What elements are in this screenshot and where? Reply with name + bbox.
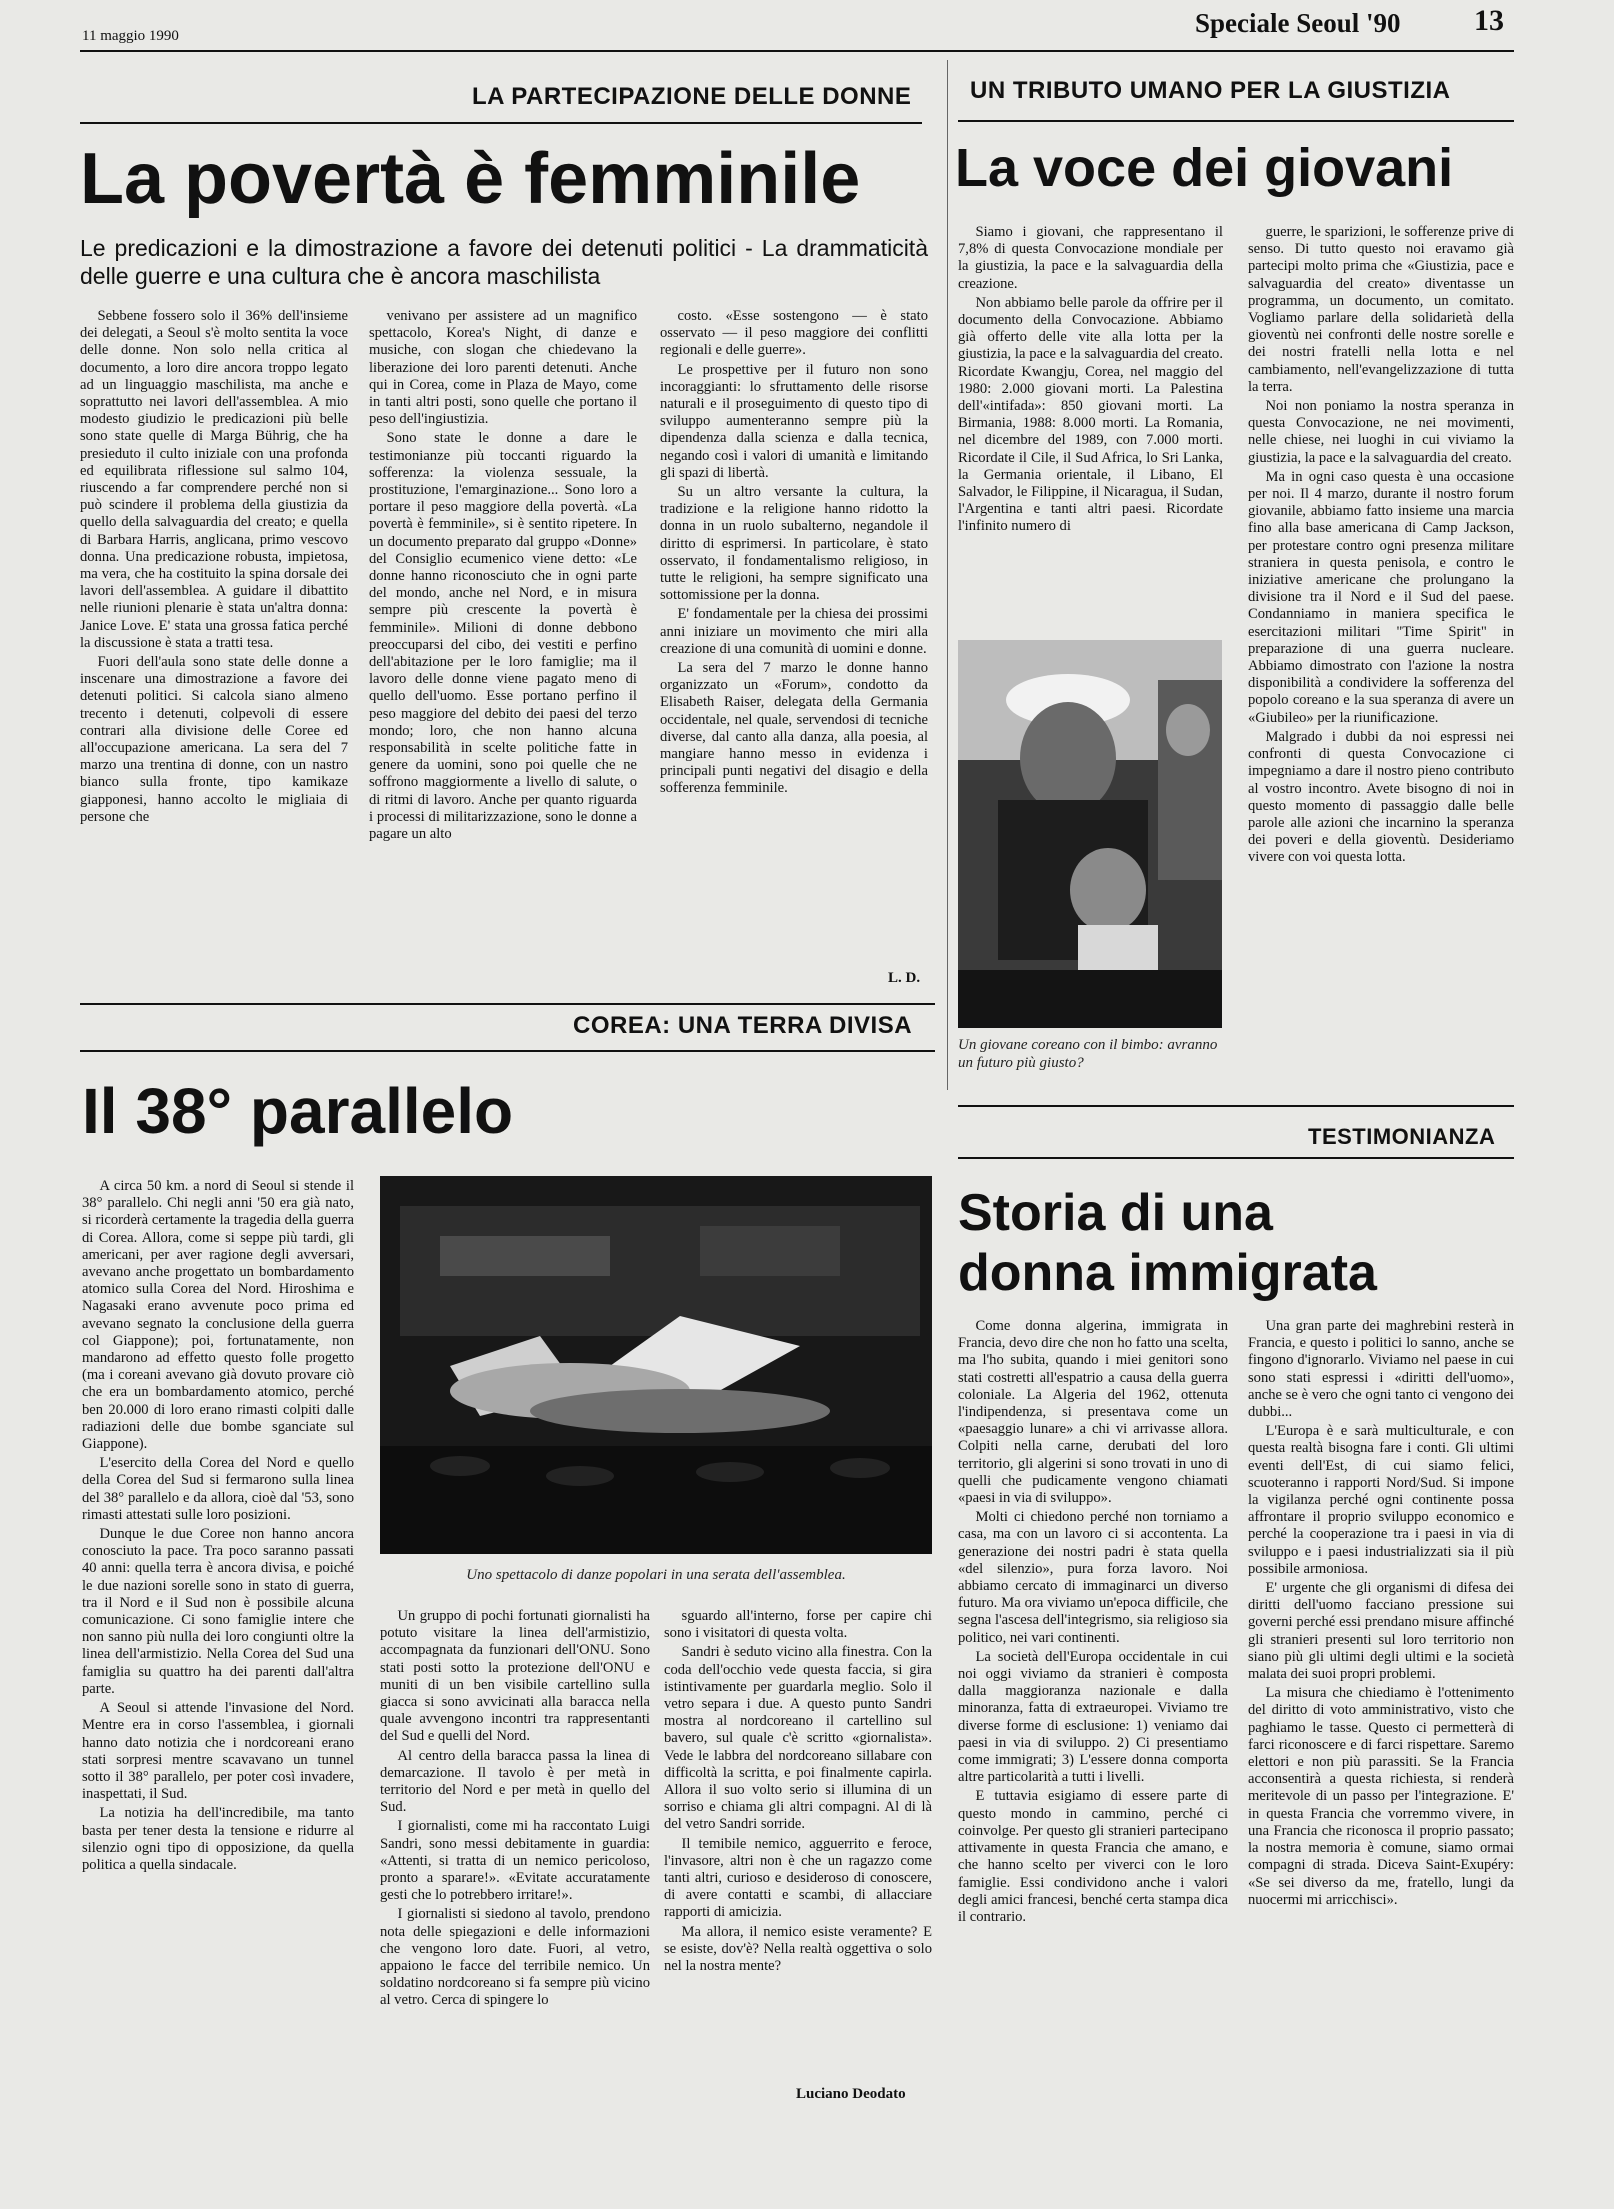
donne-column-1 bbox=[80, 308, 348, 826]
column-divider bbox=[947, 60, 948, 1090]
paragraph: Molti ci chiedono perché non torniamo a casa, ma con un lavoro ci si accontenta. La generazione dei nostri padri è stata quella «del silenzio», pura forza lavoro. Noi abbiamo cercato di immaginarci un diverso futuro. Ma ora viviamo un'epoca difficile, che segna l'ascesa dell'integrismo, sia religioso sia politico, nei vari continenti. bbox=[958, 1509, 1228, 1646]
paragraph: Fuori dell'aula sono state delle donne a inscenare una dimostrazione a favore dei detenuti politici. Si calcola siano almeno trecento i detenuti, colpevoli di essere contrari alla divisione delle Coree ed all'occupazione americana. La sera del 7 marzo una trentina di donne, con un nastro bianco sulla fronte, tipo kamikaze giapponesi, hanno accolto le migliaia di persone che bbox=[80, 654, 348, 825]
corea-column-3 bbox=[664, 1608, 932, 1975]
paragraph: Come donna algerina, immigrata in Francia, devo dire che non ho fatto una scelta, ma l'ho subita, quando i miei genitori sono stati costretti all'espatrio a causa della guerra coloniale. La Algeria del 1962, ottenuta l'indipendenza, si presentava come un «paesaggio lunare» a chi vi arrivasse allora. Colpiti nella carne, derubati del loro territorio, gli algerini si sono trovati in uno di quelli che pudicamente vengono chiamati «paesi in via di sviluppo». bbox=[958, 1318, 1228, 1507]
paragraph: L'Europa è e sarà multiculturale, e con questa realtà bisogna fare i conti. Gli ultimi eventi dell'Est, di cui siamo felici, scuoteranno i rapporti Nord/Sud. Si impone la vigilanza perché ogni continente possa affrontare il proprio sviluppo economico e perché la cooperazione tra i paesi in via di sviluppo e i paesi industrializzati sia il più possibile armoniosa. bbox=[1248, 1423, 1514, 1577]
donne-signature: L. D. bbox=[888, 970, 921, 986]
corea-column-1 bbox=[82, 1178, 354, 1874]
donne-kicker-rule bbox=[80, 122, 922, 124]
storia-title-line-1: Storia di una bbox=[958, 1184, 1273, 1242]
paragraph: Ma in ogni caso questa è una occasione per noi. Il 4 marzo, durante il nostro forum giovanile, abbiamo fatto insieme una marcia fino alla base americana di Camp Jackson, per protestare contro ogni presenza militare straniera in questa penisola, e contro le iniziative americane che prolungano la divisione tra il Nord e il Sud del paese. Condanniamo in maniera specifica le esercitazioni militari "Time Spirit" in preparazione di una guerra nucleare. Abbiamo dimostrato con l'azione la nostra disponibilità a condividere la sofferenza del popolo coreano e la sua speranza di avere un «Giubileo» per la riunificazione. bbox=[1248, 468, 1514, 726]
paragraph: Sandri è seduto vicino alla finestra. Con la coda dell'occhio vede questa faccia, si gira istintivamente per guardarla meglio. Solo il vetro separa i due. A questo punto Sandri mostra al nordcoreano il cartellino sul bavero, sul quale c'è scritto «giornalista». Vede le labbra del nordcoreano sillabare con difficoltà la scritta, e poi finalmente capirla. Allora il suo volto serio si illumina di un sorriso e chiama gli altri compagni. Al di là del vetro Sandri sorride. bbox=[664, 1644, 932, 1833]
header-rule bbox=[80, 50, 1514, 52]
section-name: Speciale Seoul '90 bbox=[1195, 8, 1401, 38]
paragraph: La misura che chiediamo è l'ottenimento del diritto di voto amministrativo, visto che paghiamo le tasse. Questo ci permetterà di farci riconoscere e di farci rispettare. Saremo elettori e non più parassiti. Se la Francia acconsentirà a questa richiesta, si renderà meritevole di un passo per l'integrazione. E' in questa Francia che vorremmo vivere, in una Francia che riconosca il proprio passato; la nostra memoria è comune, siamo ormai compagni di strada. Diceva Saint-Exupéry: «Se sei diverso da me, fratello, lungi da nuocermi mi arricchisci». bbox=[1248, 1685, 1514, 1908]
donne-column-3 bbox=[660, 308, 928, 798]
paragraph: L'esercito della Corea del Nord e quello della Corea del Sud si fermarono sulla linea del 38° parallelo e da allora, cioè dal '53, sono rimasti attestati sulle loro posizioni. bbox=[82, 1455, 354, 1523]
paragraph: Dunque le due Coree non hanno ancora conosciuto la pace. Tra poco saranno passati 40 anni: quella terra è ancora divisa, e poiché le due nazioni sorelle sono in stato di guerra, tra il Nord e il Sud non è possibile alcuna comunicazione. Ci sono famiglie intere che non sanno più nulla dei loro congiunti oltre la linea dell'armistizio. Nella Corea del Sud una famiglia su quattro ha dei parenti dall'altra parte. bbox=[82, 1526, 354, 1697]
giovani-kicker: UN TRIBUTO UMANO PER LA GIUSTIZIA bbox=[970, 77, 1451, 104]
photo-illustration bbox=[958, 640, 1222, 1028]
giovani-photo-caption: Un giovane coreano con il bimbo: avranno un futuro più giusto? bbox=[958, 1037, 1218, 1071]
paragraph: Le prospettive per il futuro non sono incoraggianti: lo sfruttamento delle risorse naturali e il proseguimento di questo tipo di sviluppo aumenteranno sempre più la dipendenza dalla scienza e dalla tecnica, negando così i valori di umanità e limitando gli spazi di libertà. bbox=[660, 361, 928, 481]
corea-signature: Luciano Deodato bbox=[796, 2086, 906, 2102]
paragraph: La società dell'Europa occidentale in cui noi oggi viviamo da stranieri è composta dalla maggioranza nazionale e dalla minoranza, fatta di extraeuropei. Viviamo tre diverse forme di esclusione: 1) veniamo dai paesi in via di sviluppo. 2) Ci presentiamo come immigrati; 3) L'essere donna comporta altre particolarità a tutti i livelli. bbox=[958, 1648, 1228, 1786]
donne-column-2 bbox=[369, 308, 637, 843]
paragraph: E' urgente che gli organismi di difesa dei diritti dell'uomo facciano pressione sui governi perché essi prendano misure affinché gli stranieri presenti sul loro territorio non siano più gli ultimi degli ultimi e la società malata dei suoi propri problemi. bbox=[1248, 1580, 1514, 1683]
corea-title: Il 38° parallelo bbox=[82, 1075, 514, 1147]
paragraph: E tuttavia esigiamo di essere parte di questo mondo in cammino, perché ci coinvolge. Per questo gli stranieri partecipano attivamente in questa Francia che amano, e che hanno scelto per viverci con le loro famiglie. Essi condividono anche i valori degli amici francesi, benché certa stampa dica il contrario. bbox=[958, 1788, 1228, 1925]
paragraph: Un gruppo di pochi fortunati giornalisti ha potuto visitare la linea dell'armistizio, accompagnata da funzionari dell'ONU. Sono stati posti sotto la protezione dell'ONU e muniti di un ben visibile cartellino sulla giacca si sono avvicinati alla baracca nella quale avvengono incontri tra rappresentanti del Sud e quelli del Nord. bbox=[380, 1608, 650, 1745]
donne-bottom-rule bbox=[80, 1003, 935, 1005]
giovani-title: La voce dei giovani bbox=[955, 138, 1454, 198]
storia-column-1 bbox=[958, 1318, 1228, 1926]
paragraph: Su un altro versante la cultura, la tradizione e la religione hanno ridotto la donna in un ruolo subalterno, negandole il diritto di esprimersi. In particolare, è stato osservato, il fondamentalismo religioso, in tutte le religioni, ha sempre significato una sottomissione per la donna. bbox=[660, 484, 928, 604]
paragraph: costo. «Esse sostengono — è stato osservato — il peso maggiore dei conflitti regionali e delle guerre». bbox=[660, 308, 928, 359]
donne-title: La povertà è femminile bbox=[80, 139, 861, 219]
storia-kicker-rule bbox=[958, 1157, 1514, 1159]
paragraph: Sono state le donne a dare le testimonianze più toccanti riguardo la sofferenza: la violenza sessuale, la prostituzione, l'emarginazione... Sono loro a portare il peso maggiore della povertà. «La povertà è femminile», si è sentito ripetere. In un documento preparato dal gruppo «Donne» del Consiglio ecumenico viene detto: «Le donne hanno riconosciuto che in ogni parte del mondo, anche nel Nord, e in misura sempre più crescente la povertà è femminile». Milioni di donne debbono preoccuparsi del cibo, dei vestiti e perfino dell'abitazione per le loro famiglie; ma il lavoro delle donne viene pagato meno di quello dell'uomo. Esse portano perfino il peso maggiore del debito dei paesi del terzo mondo; loro, che non hanno alcuna responsabilità in scelte politiche fatte in genere da uomini, sono poi quelle che ne soffrono maggiormente a livello di salute, o di ritmi di lavoro. Anche per quanto riguarda i processi di militarizzazione, sono le donne a pagare un alto bbox=[369, 430, 637, 843]
donne-kicker: LA PARTECIPAZIONE DELLE DONNE bbox=[472, 83, 912, 110]
paragraph: La sera del 7 marzo le donne hanno organizzato un «Forum», condotto da Elisabeth Raiser, delegata della Germania occidentale, nel quale, servendosi di tecniche diverse, dal canto alla danza, alla poesia, al mangiare hanno messo in evidenza i principali punti negativi del disagio e della sofferenza femminile. bbox=[660, 660, 928, 797]
page-number: 13 bbox=[1474, 4, 1504, 37]
paragraph: E' fondamentale per la chiesa dei prossimi anni iniziare un movimento che miri alla creazione di una comunità di uomini e donne. bbox=[660, 606, 928, 657]
paragraph: Sebbene fossero solo il 36% dell'insieme dei delegati, a Seoul s'è molto sentita la voce delle donne. Non solo nella critica al documento, a loro dire ancora troppo legato ad un linguaggio maschilista, ma anche e soprattutto nei lavori dell'assemblea. A mio modesto giudizio le predicazioni più belle sono state quelle di Marga Bührig, che ha presieduto il culto iniziale con una profonda ed equilibrata riflessione sul salmo 104, riuscendo a far comprendere perché non si può scindere il problema della giustizia da quello della salvaguardia del creato; e quella di Barbara Harris, anglicana, primo vescovo donna. Una predicazione robusta, impietosa, ma vera, che ha costituito la spina dorsale dei lavori dell'assemblea. A guidare il dibattito nelle riunioni plenarie è stata un'altra donna: Janice Love. E' stata una grossa fatica perché la discussione è stata a tratti tesa. bbox=[80, 308, 348, 651]
paragraph: Ma allora, il nemico esiste veramente? E se esiste, dov'è? Nella realtà oggettiva o solo nel la nostra mente? bbox=[664, 1923, 932, 1975]
paragraph: Non abbiamo belle parole da offrire per il documento della Convocazione. Abbiamo già offerto delle vite alla lotta per la giustizia, la pace e la salvaguardia del creato. Ricordate Kwangju, Corea, nel maggio del 1980: 2.000 giovani morti. La Palestina dell'«intifada»: 850 giovani morti. La Birmania, 1988: 8.000 morti. La Romania, nel dicembre del 1989, con 7.000 morti. Ricordate il Cile, il Sud Africa, lo Sri Lanka, la Germania orientale, il Libano, El Salvador, le Filippine, il Nicaragua, il Sudan, l'Argentina e tanti altri paesi. Ricordate l'infinito numero di bbox=[958, 294, 1223, 535]
paragraph: A Seoul si attende l'invasione del Nord. Mentre era in corso l'assemblea, i giornali hanno dato notizia che i nordcoreani erano stati sorpresi mentre scavavano un tunnel sotto il 38° parallelo, per poter così invadere, inaspettati, il Sud. bbox=[82, 1700, 354, 1803]
paragraph: Malgrado i dubbi da noi espressi nei confronti di questa Convocazione ci impegniamo a dare il nostro pieno contributo al vostro incontro. Avete bisogno di noi in questo momento di passaggio dalle belle parole alle azioni che incarnino la speranza dei poveri e della gioventù. Desideriamo vivere con voi questa lotta. bbox=[1248, 728, 1514, 866]
storia-column-2 bbox=[1248, 1318, 1514, 1909]
storia-kicker: TESTIMONIANZA bbox=[1308, 1124, 1496, 1149]
giovani-column-1 bbox=[958, 224, 1223, 536]
giovani-photo bbox=[958, 640, 1222, 1028]
paragraph: Noi non poniamo la nostra speranza in questa Convocazione, ne nei movimenti, nelle chiese, nei luoghi in cui viviamo la giustizia, la pace e la salvaguardia del creato. bbox=[1248, 398, 1514, 466]
corea-photo bbox=[380, 1176, 932, 1554]
corea-column-2 bbox=[380, 1608, 650, 2010]
stage-illustration bbox=[380, 1176, 932, 1554]
paragraph: I giornalisti si siedono al tavolo, prendono nota delle spiegazioni e delle informazioni che vengono loro date. Fuori, al vetro, appaiono le facce del terribile nemico. Un soldatino nordcoreano si fa sempre più vicino al vetro. Cerca di spingere lo bbox=[380, 1906, 650, 2009]
giovani-kicker-rule bbox=[958, 120, 1514, 122]
paragraph: La notizia ha dell'incredibile, ma tanto basta per tener desta la tensione e ridurre al silenzio ogni tipo di opposizione, da quella politica a quella sindacale. bbox=[82, 1805, 354, 1873]
paragraph: Al centro della baracca passa la linea di demarcazione. Il tavolo è per metà in territorio del Nord e per metà in quello del Sud. bbox=[380, 1747, 650, 1816]
paragraph: I giornalisti, come mi ha raccontato Luigi Sandri, sono messi debitamente in guardia: «Attenti, si tratta di un nemico pericoloso, pronto a sparare!». «Evitate accuratamente gesti che lo potrebbero irritare!». bbox=[380, 1818, 650, 1904]
paragraph: Il temibile nemico, agguerrito e feroce, l'invasore, altri non è che un ragazzo come tanti altri, curioso e desideroso di conoscere, di avere contatti e scambi, di allacciare rapporti di amicizia. bbox=[664, 1835, 932, 1921]
corea-kicker: COREA: UNA TERRA DIVISA bbox=[573, 1012, 913, 1039]
paragraph: A circa 50 km. a nord di Seoul si stende il 38° parallelo. Chi negli anni '50 era già nato, si ricorderà certamente la tragedia della guerra di Corea. Allora, come si seppe più tardi, gli americani, per aver ragione degli avversari, avevano anche progettato un bombardamento atomico sulla Corea del Nord. Hiroshima e Nagasaki erano avvenute poco prima ed avevano segnato la conclusione della guerra col Giappone); poi, fortunatamente, non mandarono ad effetto questo folle progetto (ma i coreani avevano già dovuto provare ciò che era un bombardamento atomico, perché ben 20.000 di loro erano rimasti colpiti dalle radiazioni delle due bombe sganciate sul Giappone). bbox=[82, 1178, 354, 1453]
page-date: 11 maggio 1990 bbox=[82, 28, 179, 44]
paragraph: Siamo i giovani, che rappresentano il 7,8% di questa Convocazione mondiale per la giustizia, la pace e la salvaguardia della creazione. bbox=[958, 224, 1223, 292]
corea-photo-caption: Uno spettacolo di danze popolari in una serata dell'assemblea. bbox=[466, 1567, 846, 1583]
storia-top-rule bbox=[958, 1105, 1514, 1107]
paragraph: guerre, le sparizioni, le sofferenze prive di senso. Di tutto questo noi eravamo già partecipi molto prima che «Giustizia, pace e salvaguardia del creato» diventasse un programma, un documento, un comitato. Vogliamo parlare della solidarietà della gioventù nei confronti delle nostre sorelle e dei nostri fratelli nella lotta e nel cambiamento, nell'evangelizzazione di tutta la terra. bbox=[1248, 224, 1514, 395]
paragraph: Una gran parte dei maghrebini resterà in Francia, e questo i politici lo sanno, anche se fingono d'ignorarlo. Viviamo nel paese in cui sono stati espressi i «diritti dell'uomo», anche se è vero che ogni tanto ci vengono dei dubbi... bbox=[1248, 1318, 1514, 1421]
corea-kicker-rule bbox=[80, 1050, 935, 1052]
donne-subtitle: Le predicazioni e la dimostrazione a favore dei detenuti politici - La drammaticità delle guerre e una cultura che è ancora maschilista bbox=[80, 235, 928, 289]
paragraph: sguardo all'interno, forse per capire chi sono i visitatori di questa volta. bbox=[664, 1608, 932, 1642]
paragraph: venivano per assistere ad un magnifico spettacolo, Korea's Night, di danze e musiche, con slogan che chiedevano la liberazione dei loro parenti detenuti. Anche qui in Corea, come in Plaza de Mayo, come in tanti altri posti, sono quelle che portano il peso dell'ingiustizia. bbox=[369, 308, 637, 428]
giovani-column-2 bbox=[1248, 224, 1514, 867]
storia-title-line-2: donna immigrata bbox=[958, 1244, 1377, 1302]
